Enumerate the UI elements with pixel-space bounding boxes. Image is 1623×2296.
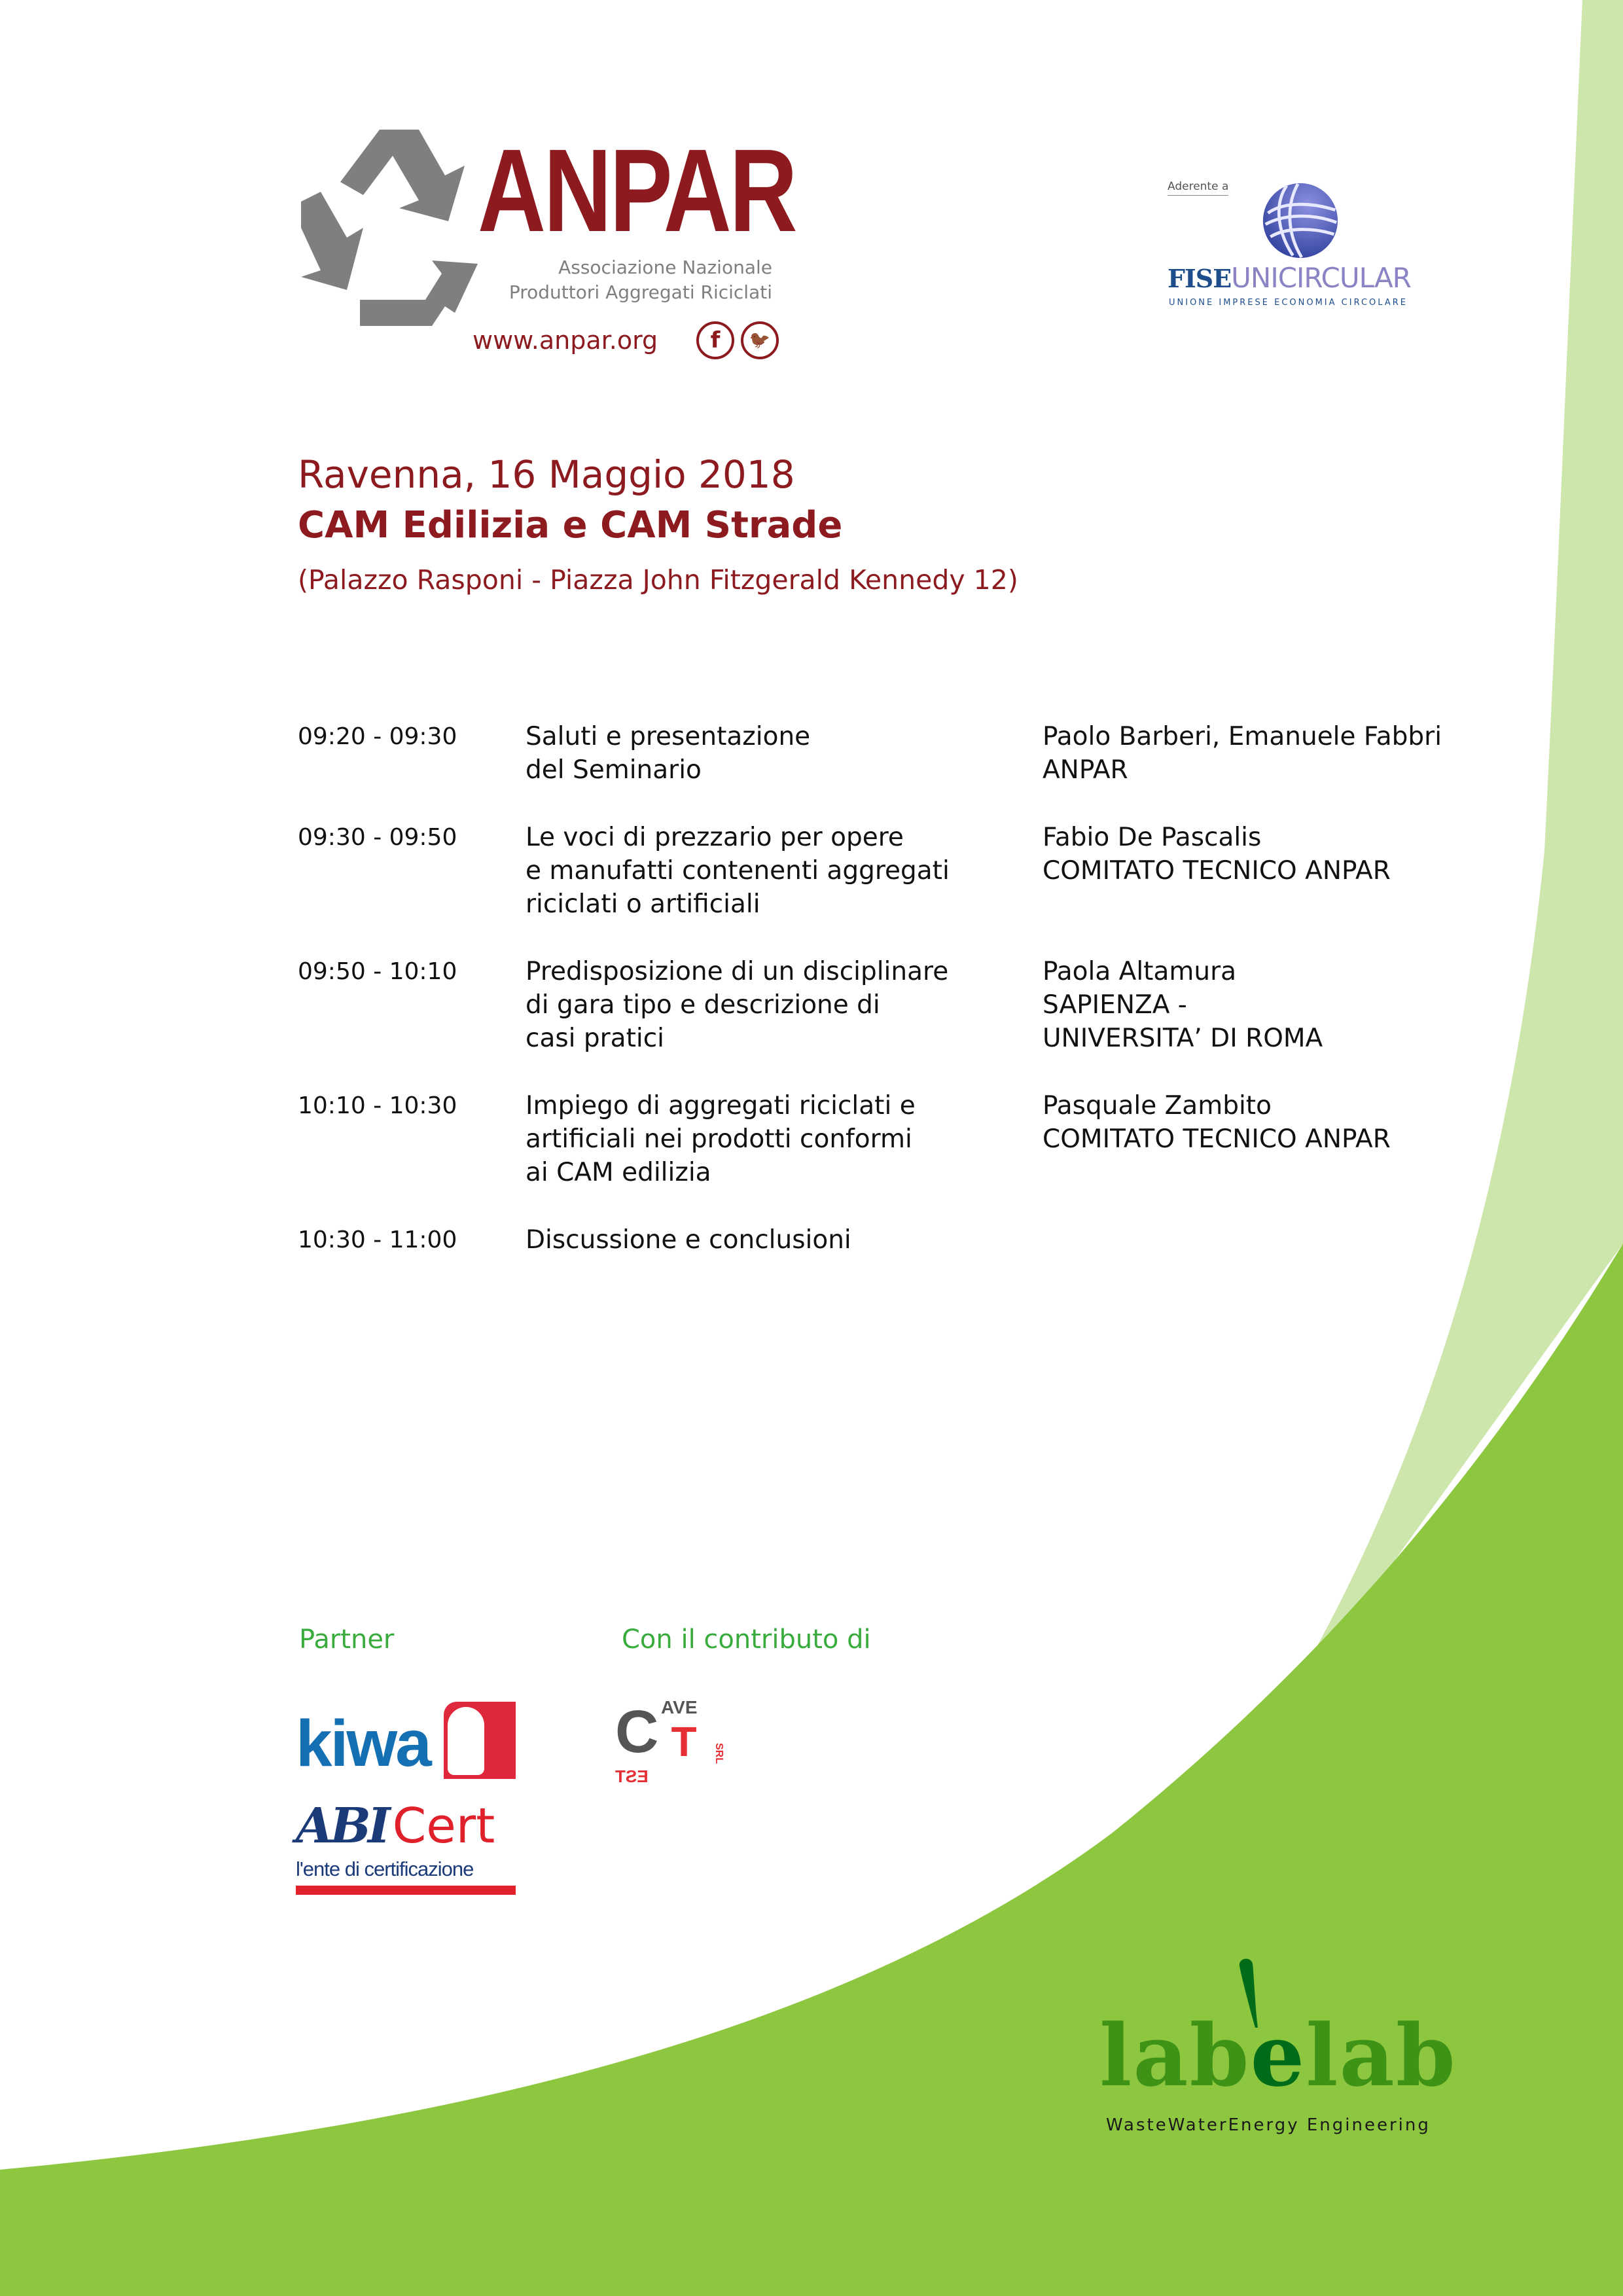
program-speaker: Pasquale Zambito COMITATO TECNICO ANPAR — [1043, 1091, 1391, 1154]
program-row — [298, 955, 1508, 1055]
cavetest-ave: AVE — [661, 1697, 698, 1717]
beaver-icon — [448, 1707, 484, 1775]
program-topic: Predisposizione di un disciplinare di gara tipo e descrizione di casi pratici — [526, 957, 949, 1053]
facebook-glyph: f — [710, 327, 721, 353]
event-venue: (Palazzo Rasponi - Piazza John Fitzgerald Kennedy 12) — [298, 564, 1018, 596]
anpar-subtitle-line1: Associazione Nazionale — [558, 257, 772, 278]
abicert-wordmark — [296, 1797, 495, 1856]
facebook-icon[interactable] — [696, 321, 734, 359]
program-time: 09:30 - 09:50 — [298, 824, 457, 851]
abicert-cert-text: Cert — [392, 1798, 495, 1854]
contributor-label: Con il contributo di — [622, 1624, 871, 1655]
anpar-logo — [301, 124, 798, 373]
program-speaker — [1043, 1223, 1508, 1257]
labelab-word-e: e — [1250, 2005, 1306, 2106]
event-date: Ravenna, 16 Maggio 2018 — [298, 452, 795, 497]
labelab-word-post: lab — [1306, 2005, 1457, 2106]
aderente-label: Aderente a — [1168, 179, 1228, 196]
twitter-icon[interactable] — [741, 321, 779, 359]
program-topic: Saluti e presentazione del Seminario — [526, 722, 811, 785]
cavetest-t: T — [671, 1718, 697, 1765]
globe-icon — [1262, 182, 1339, 259]
program-topic: Le voci di prezzario per opere e manufatti contenenti aggregati riciclati o artificiali — [526, 823, 950, 919]
partner-label: Partner — [299, 1624, 395, 1655]
fise-unicircular-logo — [1165, 177, 1453, 314]
event-title: CAM Edilizia e CAM Strade — [298, 504, 843, 547]
labelab-logo — [1099, 1957, 1479, 2153]
cavetest-c: C — [615, 1698, 659, 1765]
fise-unicircular-name — [1168, 263, 1411, 294]
cavetest-logo — [615, 1696, 726, 1788]
kiwa-wordmark: kiwa — [296, 1708, 430, 1779]
program-row — [298, 821, 1508, 921]
abicert-abi-text: ABI — [296, 1798, 387, 1854]
labelab-word-pre: lab — [1099, 2005, 1251, 2106]
fise-tagline: UNIONE IMPRESE ECONOMIA CIRCOLARE — [1169, 298, 1408, 308]
anpar-subtitle — [497, 255, 772, 305]
labelab-tagline: WasteWaterEnergy Engineering — [1106, 2115, 1431, 2135]
anpar-subtitle-line2: Produttori Aggregati Riciclati — [508, 281, 772, 303]
program-time: 09:20 - 09:30 — [298, 723, 457, 750]
program-row — [298, 1089, 1508, 1189]
labelab-wordmark — [1099, 2007, 1457, 2105]
twitter-glyph: 🐦 — [749, 331, 771, 350]
cavetest-est: EST — [615, 1767, 649, 1786]
anpar-wordmark: ANPAR — [478, 125, 796, 257]
program-time: 09:50 - 10:10 — [298, 958, 457, 985]
program-topic: Discussione e conclusioni — [526, 1225, 851, 1255]
fise-text: FISE — [1168, 264, 1232, 293]
kiwa-logo — [296, 1702, 516, 1779]
abicert-tagline: l'ente di certificazione — [296, 1857, 474, 1880]
unicircular-text: UNICIRCULAR — [1231, 262, 1411, 294]
recycle-icon — [301, 130, 478, 326]
program-topic: Impiego di aggregati riciclati e artificiali nei prodotti conformi ai CAM edilizia — [526, 1091, 916, 1187]
program-schedule — [298, 720, 1508, 1291]
program-speaker: Paola Altamura SAPIENZA - UNIVERSITA’ DI ROMA — [1043, 957, 1323, 1053]
program-speaker: Fabio De Pascalis COMITATO TECNICO ANPAR — [1043, 823, 1391, 886]
program-row — [298, 720, 1508, 787]
abicert-logo — [296, 1797, 518, 1895]
program-time: 10:10 - 10:30 — [298, 1092, 457, 1119]
program-row — [298, 1223, 1508, 1257]
cavetest-srl: SRL — [713, 1743, 724, 1764]
abicert-red-bar — [296, 1886, 516, 1895]
program-speaker: Paolo Barberi, Emanuele Fabbri ANPAR — [1043, 722, 1442, 785]
program-time: 10:30 - 11:00 — [298, 1227, 457, 1253]
anpar-website-link[interactable]: www.anpar.org — [473, 326, 658, 355]
